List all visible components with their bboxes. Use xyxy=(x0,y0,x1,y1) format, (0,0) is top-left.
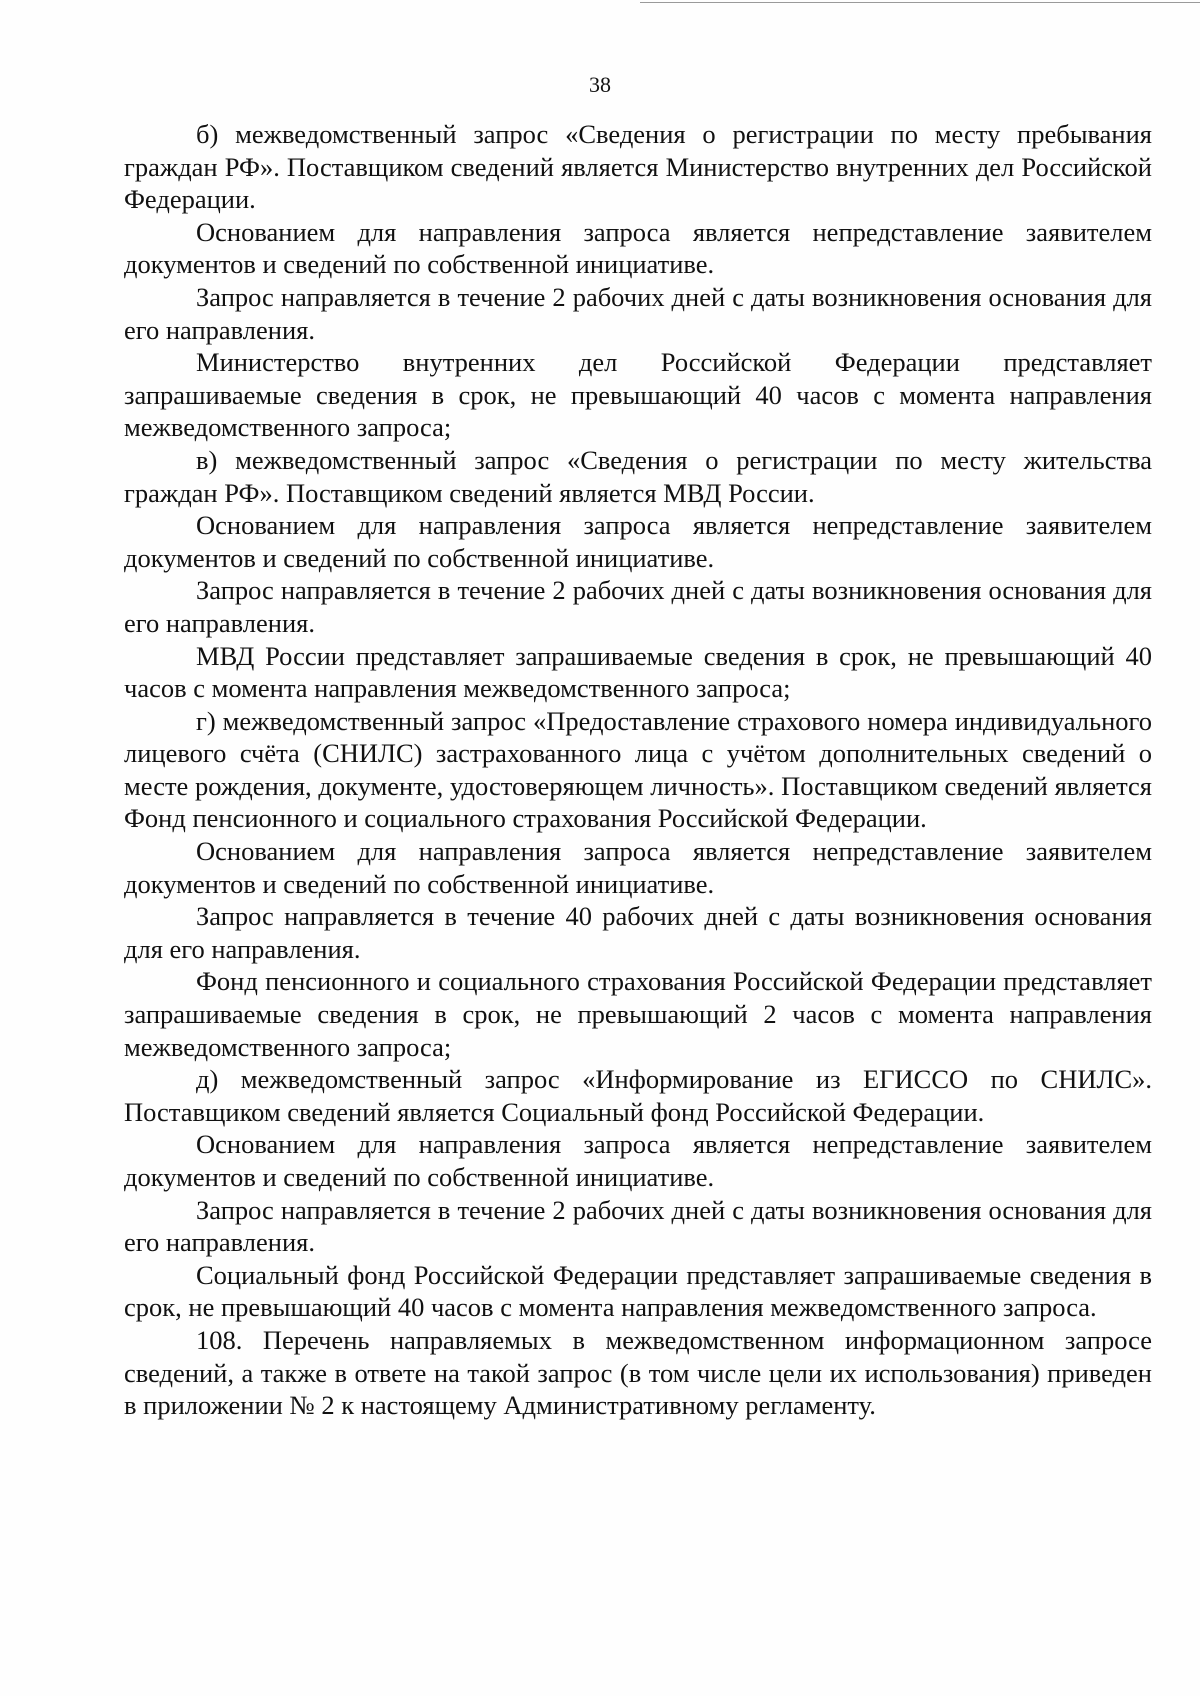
paragraph-request-b: б) межведомственный запрос «Сведения о регистрации по месту пребывания граждан РФ». Поставщиком сведений является Министерство внутренних дел Российской Федерации. xyxy=(124,119,1152,215)
paragraph-deadline: Запрос направляется в течение 40 рабочих дней с даты возникновения основания для его направления. xyxy=(124,901,1152,964)
paragraph-response-time: Министерство внутренних дел Российской Федерации представляет запрашиваемые сведения в срок, не превышающий 40 часов с момента направления межведомственного запроса; xyxy=(124,347,1152,443)
paragraph-deadline: Запрос направляется в течение 2 рабочих дней с даты возникновения основания для его направления. xyxy=(124,575,1152,638)
paragraph-response-time: Социальный фонд Российской Федерации представляет запрашиваемые сведения в срок, не превышающий 40 часов с момента направления межведомственного запроса. xyxy=(124,1259,1152,1323)
paragraph-grounds: Основанием для направления запроса является непредставление заявителем документов и сведений по собственной инициативе. xyxy=(124,1129,1152,1192)
paragraph-grounds: Основанием для направления запроса является непредставление заявителем документов и сведений по собственной инициативе. xyxy=(124,216,1152,280)
paragraph-deadline: Запрос направляется в течение 2 рабочих дней с даты возникновения основания для его направления. xyxy=(124,1194,1152,1258)
document-body xyxy=(124,118,1152,1422)
paragraph-grounds: Основанием для направления запроса является непредставление заявителем документов и сведений по собственной инициативе. xyxy=(124,836,1152,899)
paragraph-request-g: г) межведомственный запрос «Предоставление страхового номера индивидуального лицевого счёта (СНИЛС) застрахованного лица с учётом дополнительных сведений о месте рождения, документе, удостоверяющем личность». Поставщиком сведений является Фонд пенсионного и социального страхования Российской Федерации. xyxy=(124,705,1152,834)
paragraph-grounds: Основанием для направления запроса является непредставление заявителем документов и сведений по собственной инициативе. xyxy=(124,510,1152,573)
paragraph-response-time: Фонд пенсионного и социального страхования Российской Федерации представляет запрашиваемые сведения в срок, не превышающий 2 часов с момента направления межведомственного запроса; xyxy=(124,966,1152,1062)
paragraph-response-time: МВД России представляет запрашиваемые сведения в срок, не превышающий 40 часов с момента направления межведомственного запроса; xyxy=(124,640,1152,704)
scan-edge-line xyxy=(640,2,1200,3)
paragraph-request-v: в) межведомственный запрос «Сведения о регистрации по месту жительства граждан РФ». Поставщиком сведений является МВД России. xyxy=(124,444,1152,508)
paragraph-deadline: Запрос направляется в течение 2 рабочих дней с даты возникновения основания для его направления. xyxy=(124,281,1152,345)
paragraph-item-108: 108. Перечень направляемых в межведомственном информационном запросе сведений, а также в ответе на такой запрос (в том числе цели их использования) приведен в приложении № 2 к настоящему Административному регламенту. xyxy=(124,1324,1152,1421)
paragraph-request-d: д) межведомственный запрос «Информирование из ЕГИССО по СНИЛС». Поставщиком сведений является Социальный фонд Российской Федерации. xyxy=(124,1064,1152,1127)
page-number: 38 xyxy=(589,72,611,97)
